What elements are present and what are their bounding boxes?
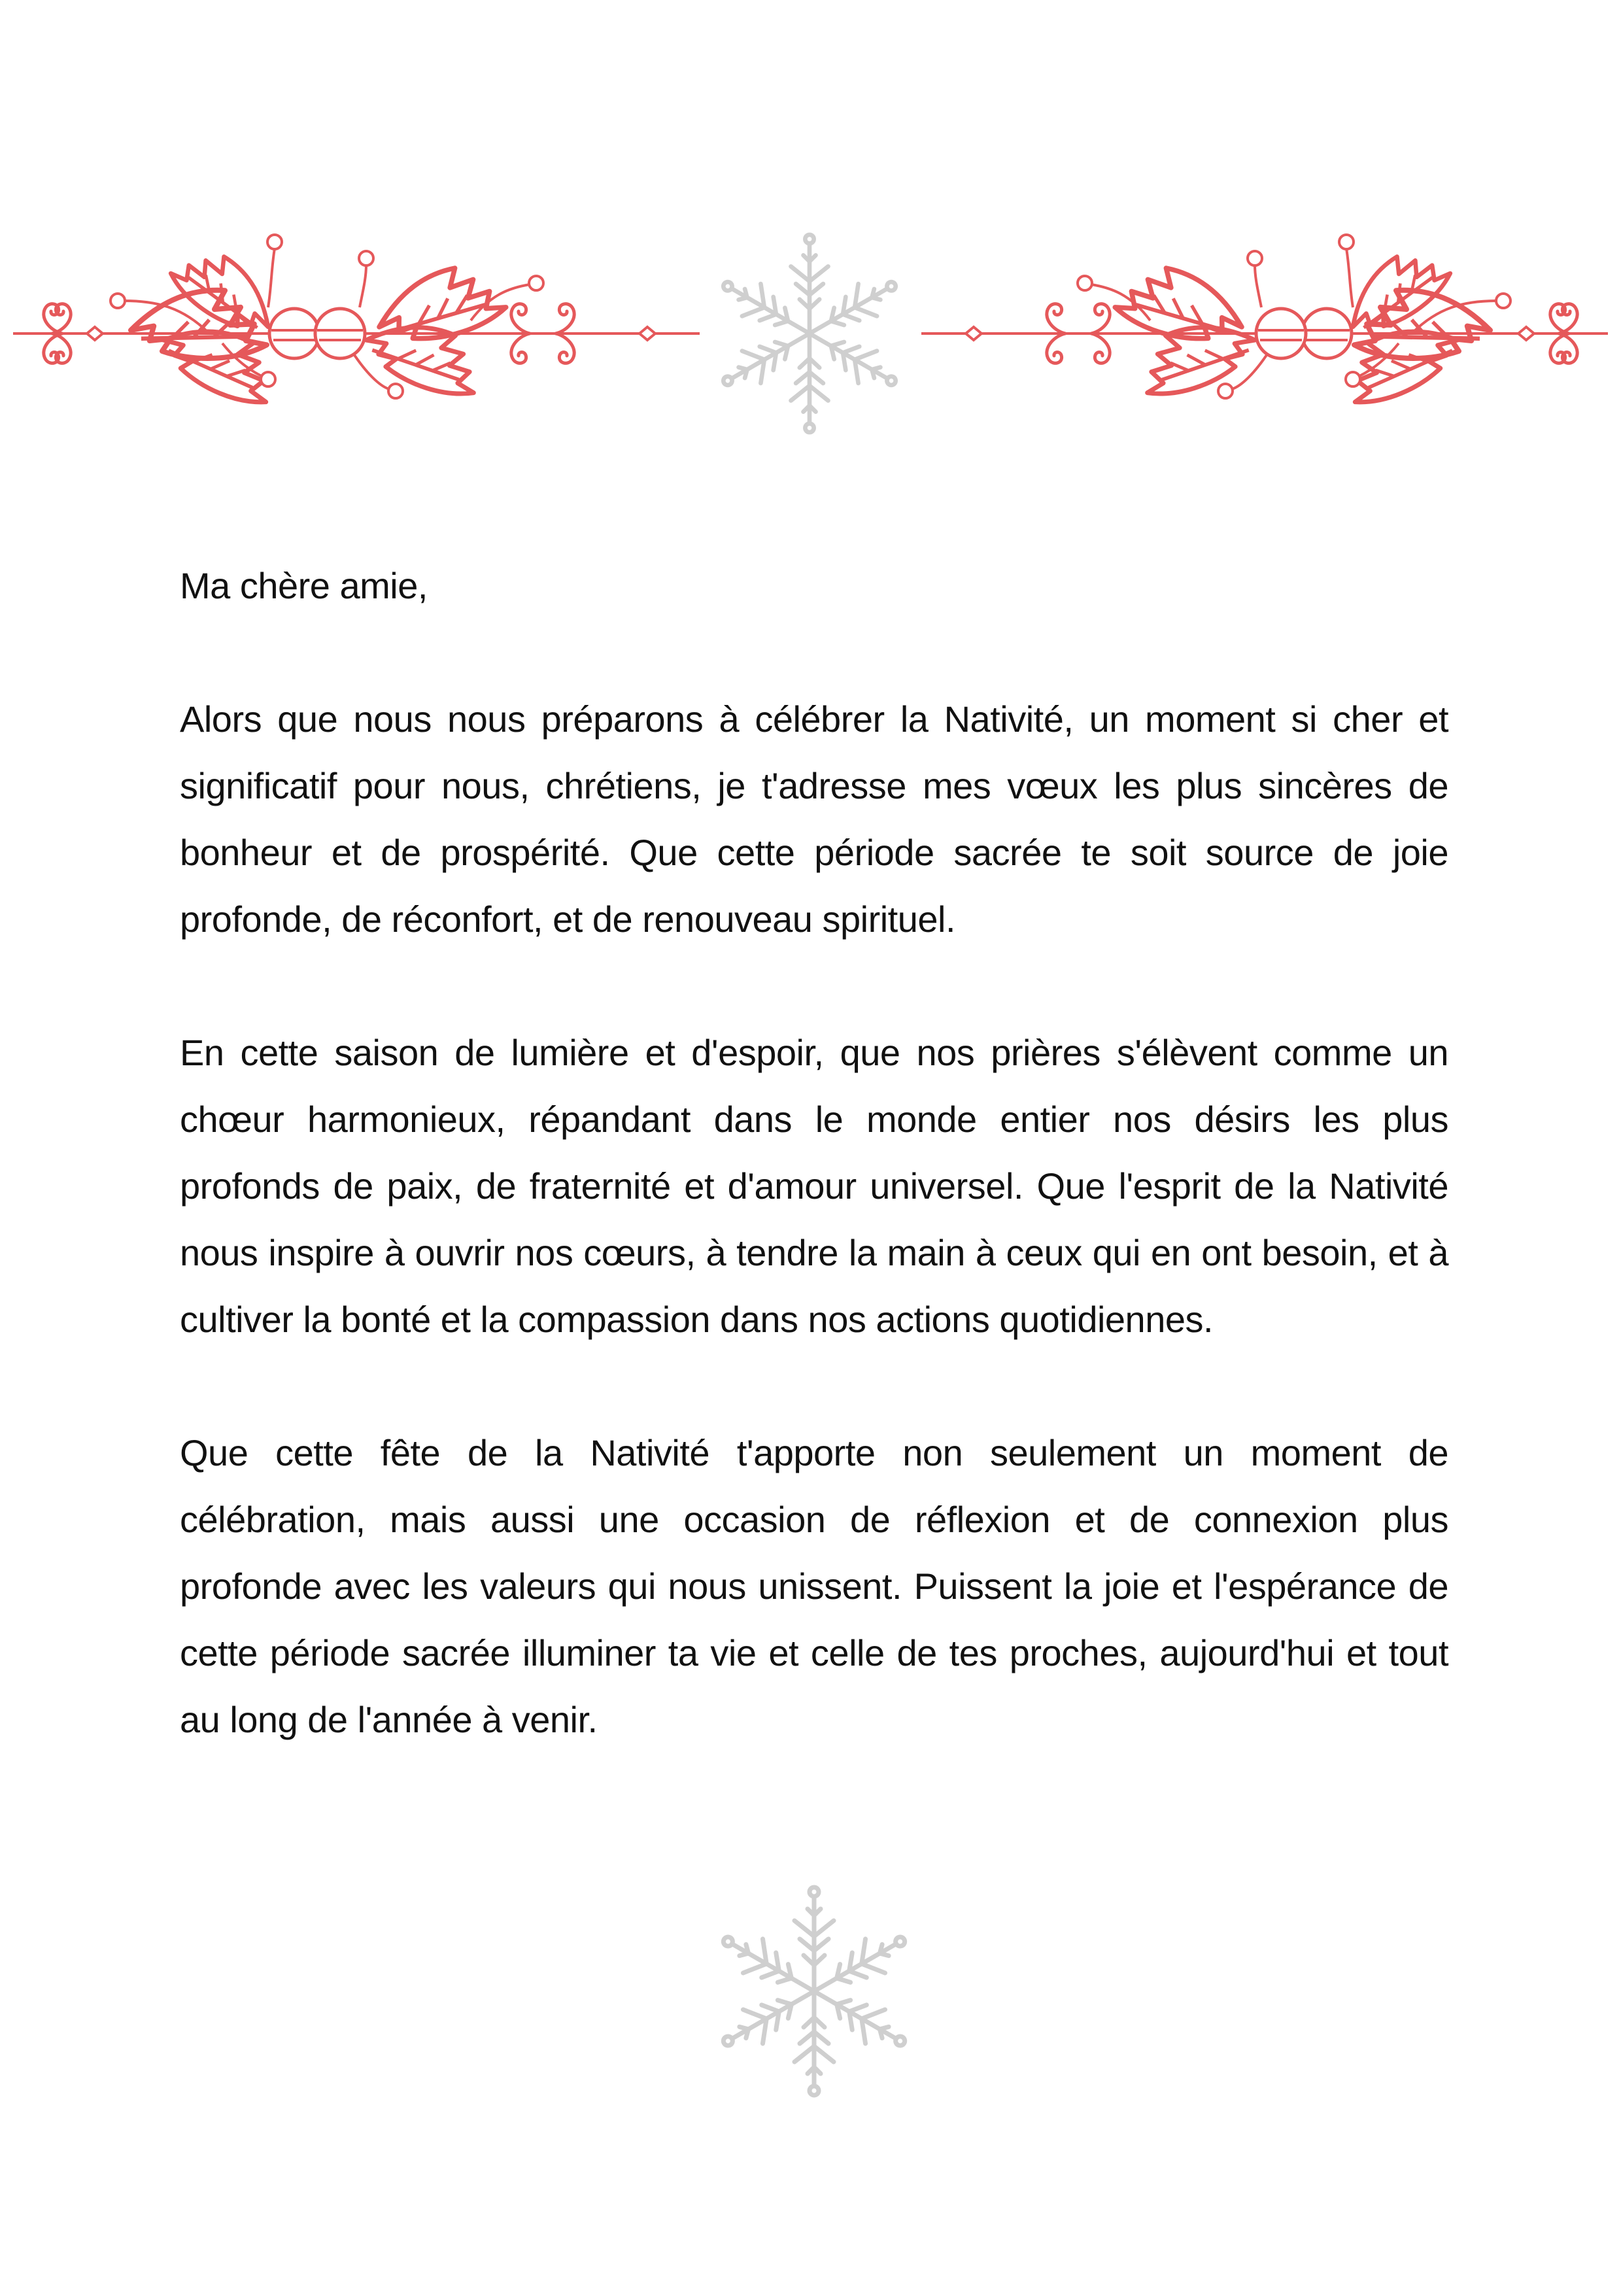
holly-garland-icon-left xyxy=(13,235,700,413)
letter-paragraph-3: Que cette fête de la Nativité t'apporte non seulement un moment de célébration, mais aussi une occasion de réflexion et de connexion plus profonde avec les valeurs qui nous unissent. Puissent la joie et l'espérance de cette période sacrée illuminer ta vie et celle de tes proches, aujourd'hui et tout au long de l'année à venir. xyxy=(180,1432,1448,1740)
snowflake-icon-top xyxy=(715,235,904,432)
letter-paragraph-2: En cette saison de lumière et d'espoir, que nos prières s'élèvent comme un chœur harmonieux, répandant dans le monde entier nos désirs les plus profonds de paix, de fraternité et d'amour universel. Que l'esprit de la Nativité nous inspire à ouvrir nos cœurs, à tendre la main à ceux qui en ont besoin, et à cultiver la bonté et la compassion dans nos actions quotidiennes. xyxy=(180,1032,1448,1340)
snowflake-icon-bottom xyxy=(709,1883,919,2099)
letter-greeting: Ma chère amie, xyxy=(180,565,428,606)
letter-paragraph-1: Alors que nous nous préparons à célébrer la Nativité, un moment si cher et significatif pour nous, chrétiens, je t'adresse mes vœux les plus sincères de bonheur et de prospérité. Que cette période sacrée te soit source de joie profonde, de réconfort, et de renouveau spirituel. xyxy=(180,698,1448,940)
top-holly-border xyxy=(0,222,1621,445)
letter-body xyxy=(180,553,1448,1820)
holly-garland-icon-right xyxy=(921,235,1608,413)
